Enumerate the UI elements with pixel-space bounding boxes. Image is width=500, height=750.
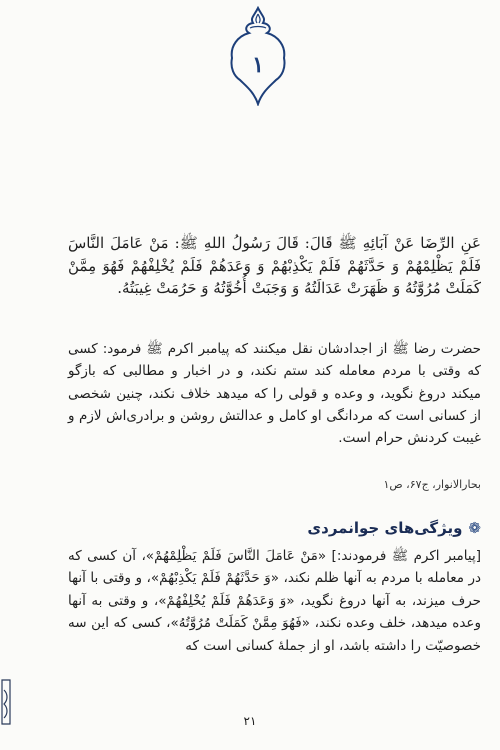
section-title: ویژگی‌های جوانمردی	[307, 519, 463, 537]
section-body: [پیامبر اکرم ﷺ فرمودند:] «مَنْ عَامَلَ النَّاسَ فَلَمْ يَظْلِمْهُمْ»، آن کسی که در معامله با مردم به آنها ظلم نکند، «وَ حَدَّثَهُمْ فَلَمْ يَكْذِبْهُمْ»، و وقتی با آنها حرف میزند، به آنها دروغ نگوید، «وَ وَعَدَهُمْ فَلَمْ يُخْلِفْهُمْ»، و وقتی به آنها وعده میدهد، خلف وعده نکند، «فَهُوَ مِمَّنْ كَمَلَتْ مُرُوَّتُهُ»، کسی که این سه خصوصیّت را داشته باشد، او از جملهٔ کسانی است که	[68, 548, 481, 654]
chapter-ornament	[220, 6, 296, 106]
section-heading	[68, 519, 481, 537]
flower-icon: ❁	[468, 519, 481, 537]
hadith-arabic-text: عَنِ الرِّضَا عَنْ آبَائِهِ ﷺ قَالَ: قَالَ رَسُولُ اللهِ ﷺ: مَنْ عَامَلَ النَّاسَ فَلَمْ يَظْلِمْهُمْ وَ حَدَّثَهُمْ فَلَمْ يَكْذِبْهُمْ وَ وَعَدَهُمْ فَلَمْ يُخْلِفْهُمْ فَهُوَ مِمَّنْ كَمَلَتْ مُرُوَّتُهُ وَ ظَهَرَتْ عَدَالَتُهُ وَ وَجَبَتْ أُخُوَّتُهُ وَ حَرُمَتْ غِيبَتُهُ.	[68, 234, 481, 297]
hadith-source: بحارالانوار، ج۶۷، ص۱	[383, 478, 481, 491]
chapter-number: ۱	[252, 52, 264, 78]
page-number: ۲۱	[243, 714, 257, 728]
hadith-translation: حضرت رضا ﷺ از اجدادشان نقل میکنند که پیامبر اکرم ﷺ فرمود: کسی که وقتی با مردم معامله کند ستم نکند، و در اخبار و مطالبی که بازگو میکند دروغ نگوید، و وعده و قولی را که میدهد خلاف نکند، چنین شخصی از کسانی است که مردانگی او کامل و عدالتش روشن و برادری‌اش لازم و غیبت کردنش حرام است.	[68, 341, 481, 447]
